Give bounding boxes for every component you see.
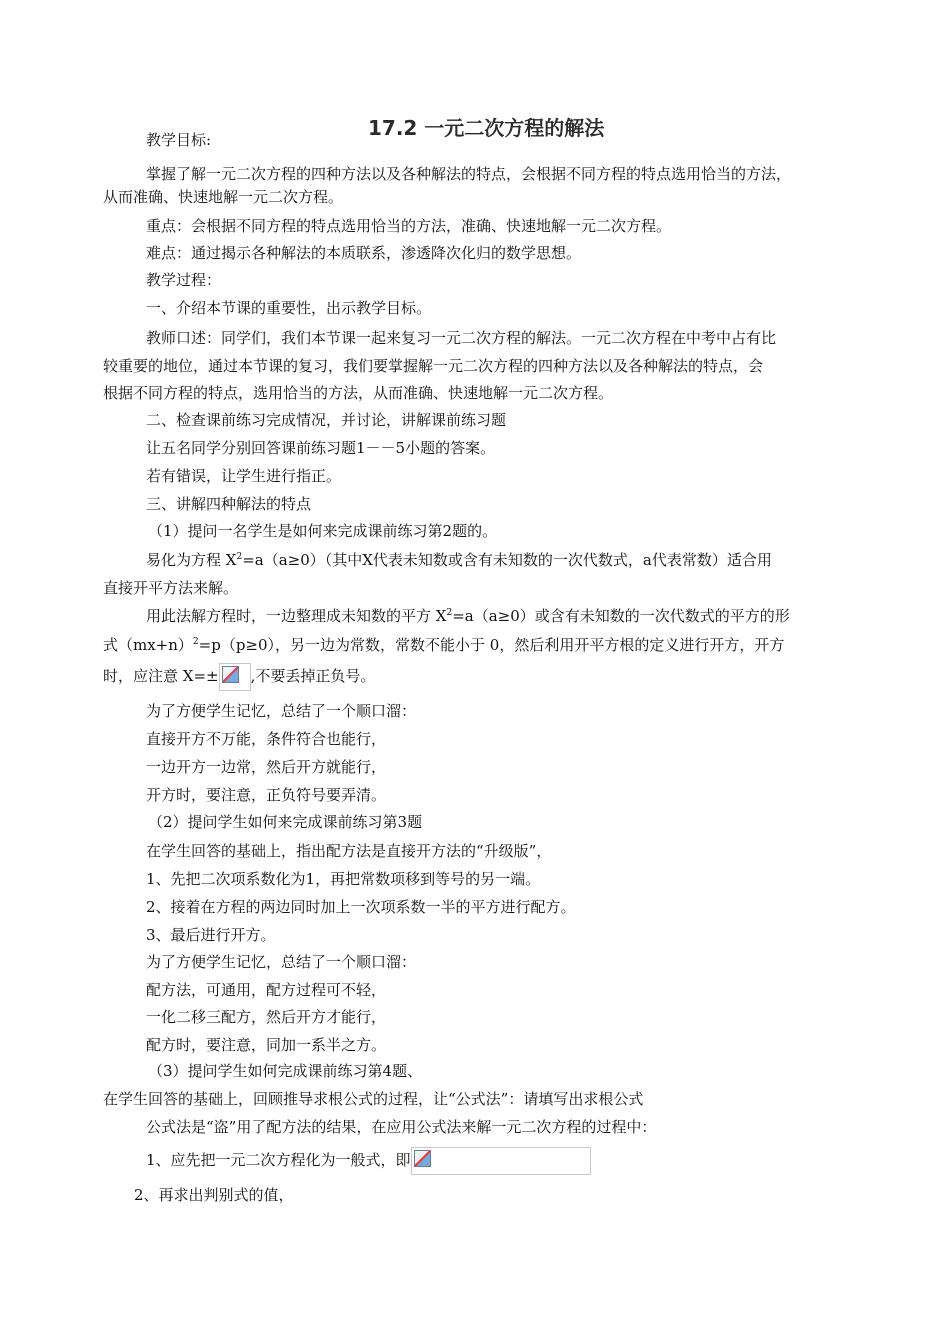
broken-image-icon bbox=[414, 1150, 431, 1167]
text-run: =a（a≥0）或含有未知数的一次代数式的平方的形 bbox=[452, 607, 790, 625]
paragraph-correction: 若有错误，让学生进行指正。 bbox=[146, 467, 342, 485]
text-run: =p（p≥0），另一边为常数，常数不能小于 0，然后利用开平方根的定义进行开方，开方 bbox=[198, 636, 785, 654]
text-run: ,不要丢掉正负号。 bbox=[250, 667, 376, 685]
paragraph-answer-check: 让五名同学分别回答课前练习题1－－5小题的答案。 bbox=[146, 439, 496, 457]
text-run: 易化为方程 X bbox=[146, 551, 237, 569]
formula-image-placeholder bbox=[219, 663, 251, 691]
paragraph-teaching-goals-heading: 教学目标: bbox=[146, 131, 212, 149]
paragraph-process-heading: 教学过程： bbox=[146, 271, 222, 289]
paragraph-teacher-intro-cont-1: 较重要的地位，通过本节课的复习，我们要掌握解一元二次方程的四种方法以及各种解法的特点，会 bbox=[103, 357, 764, 375]
document-title: 17.2 一元二次方程的解法 bbox=[368, 116, 605, 140]
step-2: 2、接着在方程的两边同时加上一次项系数一半的平方进行配方。 bbox=[146, 898, 576, 916]
superscript: 2 bbox=[446, 608, 453, 618]
superscript: 2 bbox=[236, 552, 243, 562]
broken-image-icon bbox=[222, 666, 239, 683]
paragraph-key-point: 重点：会根据不同方程的特点选用恰当的方法，准确、快速地解一元二次方程。 bbox=[146, 217, 672, 235]
paragraph-discriminant: 2、再求出判别式的值， bbox=[134, 1186, 294, 1204]
paragraph-difficulty: 难点：通过揭示各种解法的本质联系，渗透降次化归的数学思想。 bbox=[146, 244, 582, 262]
mnemonic-2-line-3: 配方时，要注意，同加一系半之方。 bbox=[146, 1036, 387, 1054]
step-3: 3、最后进行开方。 bbox=[146, 926, 276, 944]
paragraph-method-note bbox=[103, 663, 375, 691]
formula-image-placeholder bbox=[411, 1147, 591, 1175]
paragraph-section-2: 二、检查课前练习完成情况，并讨论，讲解课前练习题 bbox=[146, 411, 507, 429]
mnemonic-2-line-1: 配方法，可通用，配方过程可不轻， bbox=[146, 981, 387, 999]
paragraph-mnemonic-intro-2: 为了方便学生记忆，总结了一个顺口溜： bbox=[146, 953, 417, 971]
paragraph-formula-note: 公式法是“盗”用了配方法的结果，在应用公式法来解一元二次方程的过程中： bbox=[146, 1118, 657, 1136]
paragraph-general-form bbox=[146, 1147, 591, 1175]
paragraph-teacher-intro-cont-2: 根据不同方程的特点，选用恰当的方法，从而准确、快速地解一元二次方程。 bbox=[103, 384, 614, 402]
paragraph-direct-sqrt bbox=[146, 550, 772, 570]
text-run: 用此法解方程时，一边整理成未知数的平方 X bbox=[146, 607, 447, 625]
paragraph-mnemonic-intro: 为了方便学生记忆，总结了一个顺口溜： bbox=[146, 702, 417, 720]
paragraph-question-3: （3）提问学生如何完成课前练习第4题、 bbox=[148, 1062, 423, 1080]
paragraph-goal: 掌握了解一元二次方程的四种方法以及各种解法的特点，会根据不同方程的特点选用恰当的方法， bbox=[146, 165, 792, 183]
paragraph-direct-sqrt-cont: 直接开平方法来解。 bbox=[103, 579, 239, 597]
mnemonic-line-3: 开方时，要注意，正负符号要弄清。 bbox=[146, 786, 387, 804]
text-run: =a（a≥0）（其中X代表未知数或含有未知数的一次代数式，a代表常数）适合用 bbox=[242, 551, 772, 569]
text-run: 式（mx+n） bbox=[103, 636, 193, 654]
superscript: 2 bbox=[192, 637, 199, 647]
mnemonic-2-line-2: 一化二移三配方，然后开方才能行， bbox=[146, 1008, 387, 1026]
step-1: 1、先把二次项系数化为1，再把常数项移到等号的另一端。 bbox=[146, 870, 541, 888]
text-run: 时，应注意 X=± bbox=[103, 667, 219, 685]
paragraph-question-2: （2）提问学生如何来完成课前练习第3题 bbox=[148, 813, 423, 831]
paragraph-teacher-intro: 教师口述：同学们，我们本节课一起来复习一元二次方程的解法。一元二次方程在中考中占有比 bbox=[146, 329, 777, 347]
paragraph-question-1: （1）提问一名学生是如何来完成课前练习第2题的。 bbox=[148, 522, 498, 540]
paragraph-section-3: 三、讲解四种解法的特点 bbox=[146, 495, 312, 513]
paragraph-method-explain bbox=[146, 606, 790, 626]
paragraph-completing-square: 在学生回答的基础上，指出配方法是直接开方法的“升级版”， bbox=[146, 842, 552, 860]
paragraph-formula-method: 在学生回答的基础上，回顾推导求根公式的过程，让“公式法”：请填写出求根公式 bbox=[103, 1090, 644, 1108]
mnemonic-line-1: 直接开方不万能，条件符合也能行， bbox=[146, 730, 387, 748]
mnemonic-line-2: 一边开方一边常，然后开方就能行， bbox=[146, 758, 387, 776]
paragraph-method-explain-cont bbox=[103, 635, 784, 655]
text-run: 1、应先把一元二次方程化为一般式，即 bbox=[146, 1151, 411, 1169]
paragraph-section-1: 一、介绍本节课的重要性，出示教学目标。 bbox=[146, 299, 432, 317]
paragraph-goal-cont: 从而准确、快速地解一元二次方程。 bbox=[103, 188, 344, 206]
